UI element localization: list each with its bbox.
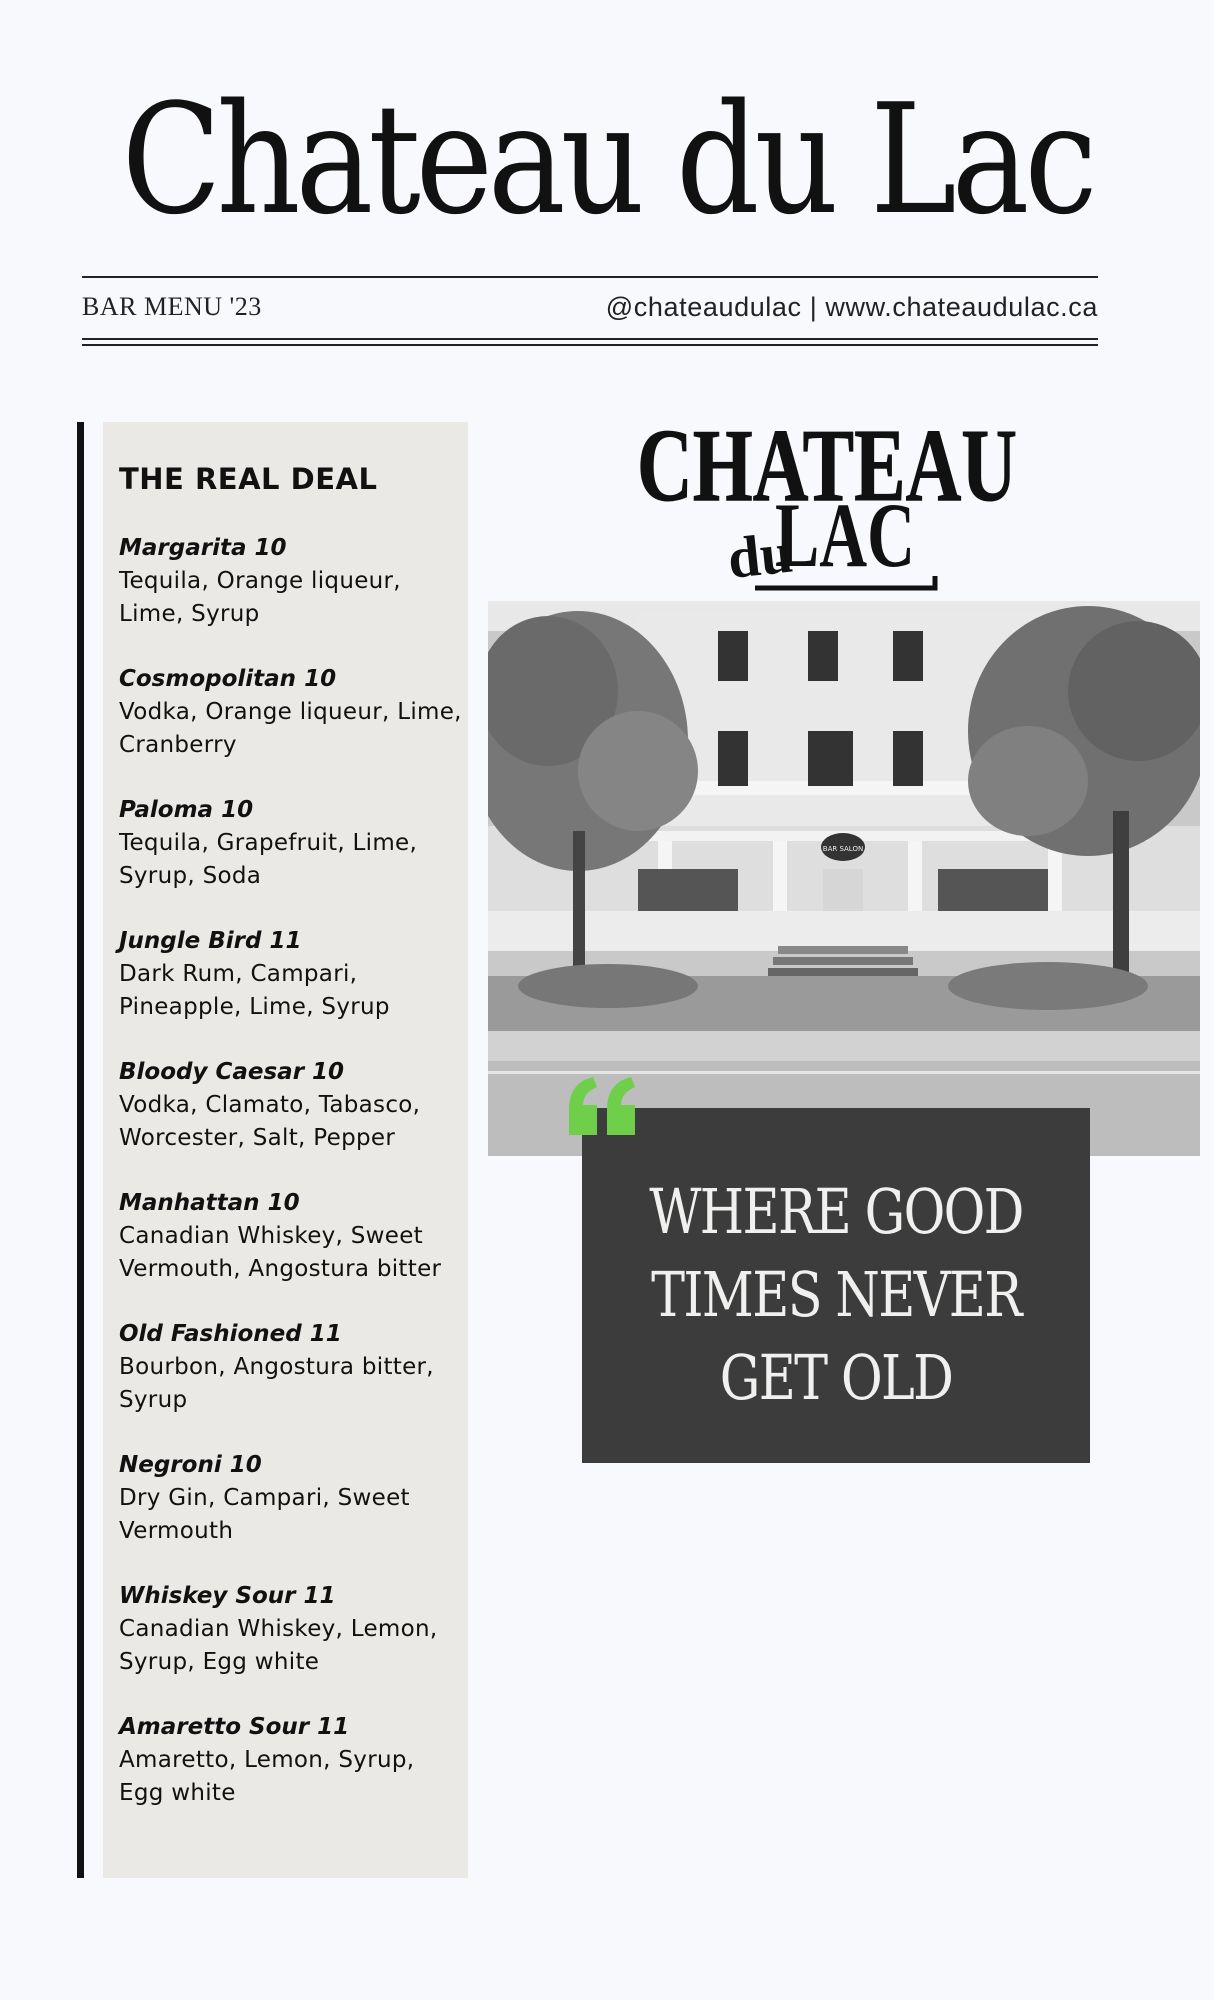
tagline-line-3: GET OLD bbox=[719, 1341, 953, 1414]
menu-item-name: Negroni 10 bbox=[119, 1452, 262, 1478]
menu-item bbox=[119, 925, 468, 1024]
logo-line2a: du bbox=[724, 519, 796, 591]
menu-item-ingredients: Dark Rum, Campari, Pineapple, Lime, Syrup bbox=[119, 961, 390, 1020]
menu-item-ingredients: Tequila, Orange liqueur, Lime, Syrup bbox=[119, 568, 401, 627]
tagline-line-1: WHERE GOOD bbox=[649, 1175, 1023, 1248]
menu-item bbox=[119, 532, 468, 631]
menu-item-ingredients: Vodka, Clamato, Tabasco, Worcester, Salt, Pepper bbox=[119, 1092, 421, 1151]
menu-item bbox=[119, 794, 468, 893]
double-rule-bottom bbox=[82, 344, 1098, 346]
page-title: Chateau du Lac bbox=[121, 71, 1093, 248]
chateau-du-lac-logo bbox=[635, 388, 1025, 603]
menu-item-ingredients: Tequila, Grapefruit, Lime, Syrup, Soda bbox=[119, 830, 418, 889]
menu-item-name: Whiskey Sour 11 bbox=[119, 1583, 336, 1609]
menu-item-name: Jungle Bird 11 bbox=[119, 928, 302, 954]
top-rule bbox=[82, 276, 1098, 278]
menu-list bbox=[119, 532, 468, 1810]
menu-item-name: Amaretto Sour 11 bbox=[119, 1714, 350, 1740]
menu-item-name: Old Fashioned 11 bbox=[119, 1321, 342, 1347]
menu-item bbox=[119, 663, 468, 762]
menu-item-name: Manhattan 10 bbox=[119, 1190, 300, 1216]
menu-item-name: Cosmopolitan 10 bbox=[119, 666, 337, 692]
tagline-box bbox=[582, 1108, 1090, 1463]
photo-sign-text: BAR SALON bbox=[822, 845, 864, 853]
menu-item-ingredients: Canadian Whiskey, Lemon, Syrup, Egg white bbox=[119, 1616, 438, 1675]
menu-item bbox=[119, 1318, 468, 1417]
menu-item-name: Bloody Caesar 10 bbox=[119, 1059, 345, 1085]
cocktail-menu-panel bbox=[103, 422, 468, 1878]
menu-item bbox=[119, 1056, 468, 1155]
menu-item-ingredients: Bourbon, Angostura bitter, Syrup bbox=[119, 1354, 434, 1413]
menu-item bbox=[119, 1711, 468, 1810]
menu-item bbox=[119, 1580, 468, 1679]
menu-item-ingredients: Vodka, Orange liqueur, Lime, Cranberry bbox=[119, 699, 462, 758]
menu-heading: THE REAL DEAL bbox=[119, 462, 378, 496]
menu-item-name: Paloma 10 bbox=[119, 797, 254, 823]
tagline-line-2: TIMES NEVER bbox=[651, 1258, 1021, 1331]
menu-item-ingredients: Amaretto, Lemon, Syrup, Egg white bbox=[119, 1747, 415, 1806]
social-website-link[interactable]: @chateaudulac | www.chateaudulac.ca bbox=[605, 292, 1098, 322]
logo-line2b: LAC bbox=[775, 484, 915, 586]
logo-line1: CHATEAU bbox=[637, 408, 1017, 523]
quote-mark-icon bbox=[565, 1075, 641, 1137]
bar-menu-label: BAR MENU '23 bbox=[82, 292, 262, 321]
menu-item-ingredients: Canadian Whiskey, Sweet Vermouth, Angostura bitter bbox=[119, 1223, 442, 1282]
menu-item-name: Margarita 10 bbox=[119, 535, 287, 561]
building-photo bbox=[488, 601, 1200, 1156]
double-rule-top bbox=[82, 338, 1098, 340]
menu-item bbox=[119, 1187, 468, 1286]
accent-bar bbox=[77, 422, 84, 1878]
menu-item-ingredients: Dry Gin, Campari, Sweet Vermouth bbox=[119, 1485, 410, 1544]
menu-item bbox=[119, 1449, 468, 1548]
